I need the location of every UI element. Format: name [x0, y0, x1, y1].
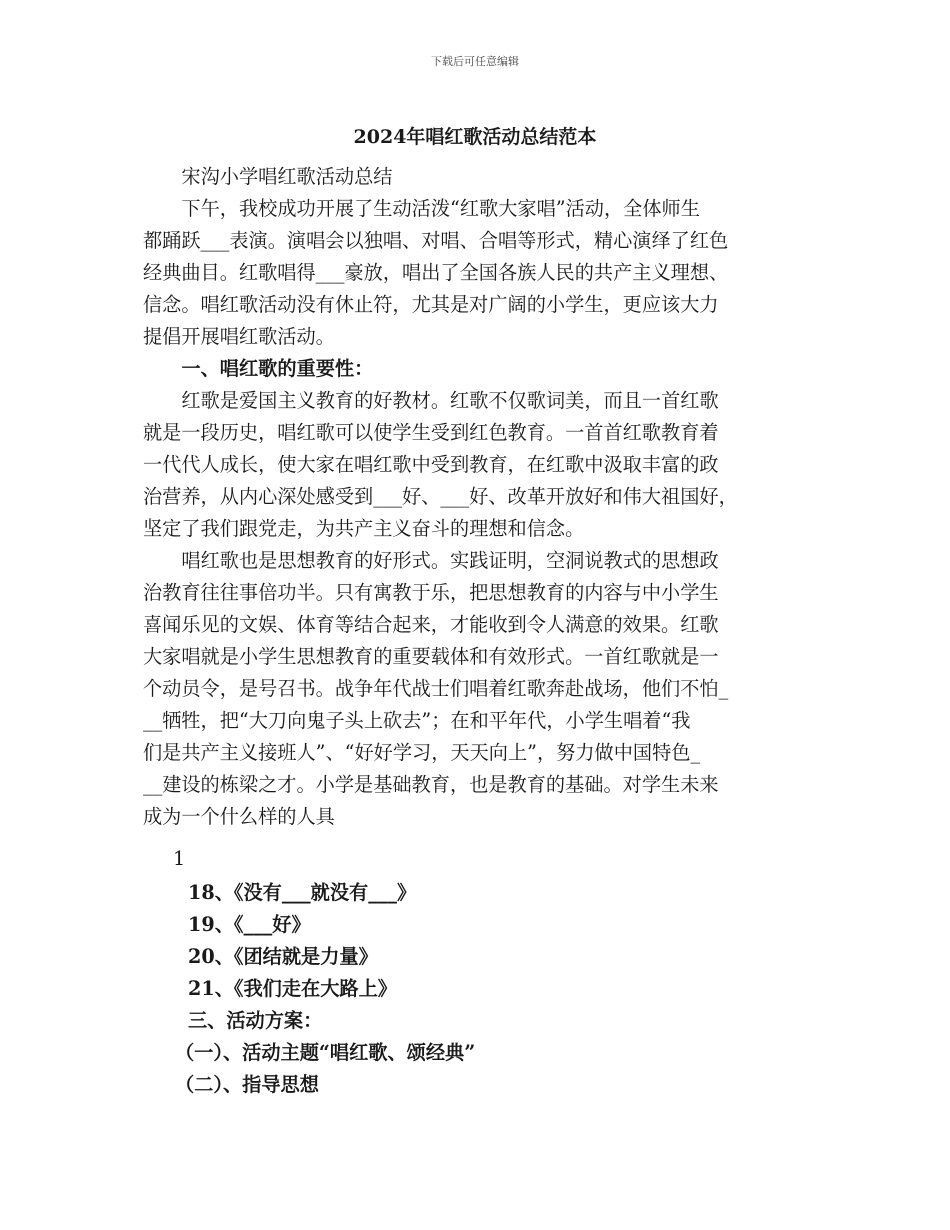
- text-line: __牺牲，把“大刀向鬼子头上砍去”；在和平年代，小学生唱着“我: [143, 709, 691, 732]
- text-line: 喜闻乐见的文娱、体育等结合起来，才能收到令人满意的效果。红歌: [143, 613, 719, 636]
- text-line: 下午，我校成功开展了生动活泼“红歌大家唱”活动，全体师生: [181, 197, 700, 220]
- document-title: 2024年唱红歌活动总结范本: [353, 126, 597, 148]
- section-heading: 一、唱红歌的重要性：: [181, 357, 374, 380]
- text-line: 坚定了我们跟党走，为共产主义奋斗的理想和信念。: [143, 517, 585, 540]
- page-header: 下载后可任意编辑: [431, 55, 519, 68]
- text-line: 红歌是爱国主义教育的好教材。红歌不仅歌词美，而且一首红歌: [181, 389, 719, 412]
- text-line: 提倡开展唱红歌活动。: [143, 325, 335, 348]
- paragraph-importance: [143, 385, 823, 545]
- page-number: 1: [173, 847, 186, 870]
- document-body: [143, 161, 823, 1101]
- text-line: 经典曲目。红歌唱得___豪放，唱出了全国各族人民的共产主义理想、: [143, 261, 729, 284]
- text-line: 治教育往往事倍功半。只有寓教于乐，把思想教育的内容与中小学生: [143, 581, 719, 604]
- list-item: 20、《团结就是力量》: [188, 945, 378, 968]
- paragraph-education: [143, 545, 823, 833]
- text-line: 就是一段历史，唱红歌可以使学生受到红色教育。一首首红歌教育着: [143, 421, 719, 444]
- list-item: 19、《___好》: [188, 913, 311, 936]
- subsection-heading: （二）、指导思想: [175, 1073, 319, 1096]
- text-line: 治营养，从内心深处感受到___好、___好、改革开放好和伟大祖国好，: [143, 485, 738, 508]
- text-line: 个动员令，是号召书。战争年代战士们唱着红歌奔赴战场，他们不怕_: [143, 677, 729, 700]
- text-line: 大家唱就是小学生思想教育的重要载体和有效形式。一首红歌就是一: [143, 645, 719, 668]
- subtitle: 宋沟小学唱红歌活动总结: [181, 165, 393, 188]
- text-line: 们是共产主义接班人”、“好好学习，天天向上”，努力做中国特色_: [143, 741, 701, 764]
- song-list: [143, 877, 823, 1101]
- subsection-heading: （一）、活动主题“唱红歌、颂经典”: [175, 1041, 476, 1064]
- text-line: 都踊跃___表演。演唱会以独唱、对唱、合唱等形式，精心演绎了红色: [143, 229, 729, 252]
- list-item: 21、《我们走在大路上》: [188, 977, 397, 1000]
- section-heading: 三、活动方案：: [188, 1009, 323, 1032]
- text-line: 信念。唱红歌活动没有休止符，尤其是对广阔的小学生，更应该大力: [143, 293, 719, 316]
- list-item: 18、《没有___就没有___》: [188, 881, 417, 904]
- text-line: 一代代人成长，使大家在唱红歌中受到教育，在红歌中汲取丰富的政: [143, 453, 719, 476]
- text-line: 成为一个什么样的人具: [143, 805, 335, 828]
- paragraph-intro: [143, 193, 823, 353]
- text-line: __建设的栋梁之才。小学是基础教育，也是教育的基础。对学生未来: [143, 773, 719, 796]
- text-line: 唱红歌也是思想教育的好形式。实践证明，空洞说教式的思想政: [181, 549, 719, 572]
